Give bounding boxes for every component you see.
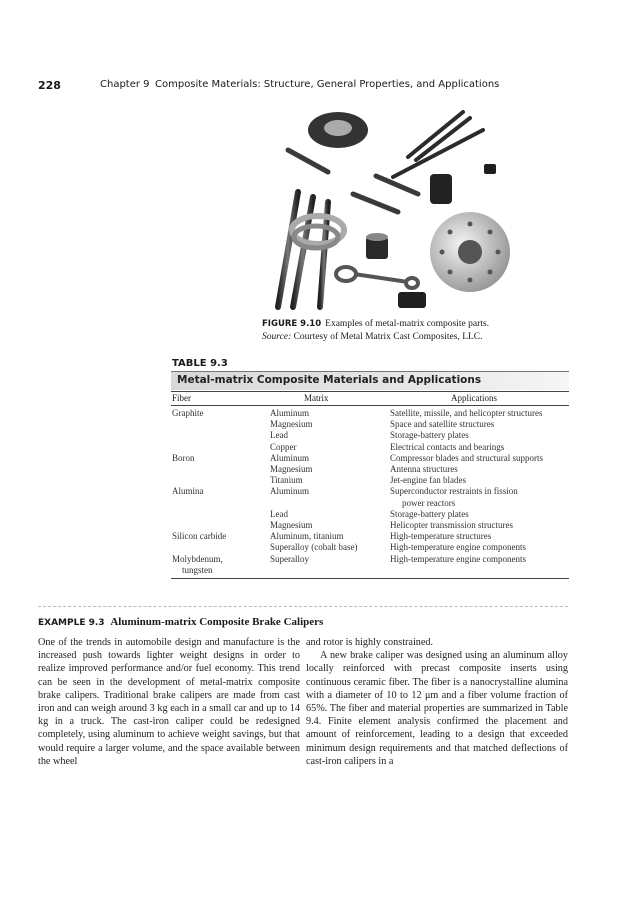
- table-cell-application: Electrical contacts and bearings: [390, 441, 505, 452]
- part-bushing: [366, 233, 388, 259]
- table-cell-matrix: Titanium: [270, 475, 303, 486]
- table-rule-header: [171, 405, 569, 406]
- table-cell-matrix: Aluminum: [270, 452, 310, 463]
- table-title: Metal-matrix Composite Materials and Applications: [177, 374, 482, 386]
- table-cell-fiber: Graphite: [172, 408, 204, 418]
- table-cell-matrix: Aluminum: [270, 408, 310, 418]
- table-cell-matrix: Magnesium: [270, 520, 313, 530]
- example-right-paragraph-1: and rotor is highly constrained.: [306, 637, 434, 648]
- table-cell-fiber: Molybdenum,: [172, 553, 223, 564]
- table-title-bar: [171, 371, 569, 390]
- page-number: 228: [38, 79, 61, 92]
- table-rule-top: [171, 391, 569, 392]
- table-cell-fiber: tungsten: [182, 564, 213, 575]
- example-right-column: [306, 636, 568, 768]
- table-cell-matrix: Copper: [270, 441, 297, 452]
- part-brake-disk: [430, 212, 510, 292]
- part-rings: [292, 216, 344, 248]
- table-cell-application: Helicopter transmission structures: [390, 520, 513, 530]
- chapter-title: Composite Materials: Structure, General Properties, and Applications: [155, 79, 500, 90]
- example-heading: [38, 616, 323, 628]
- table-cell-fiber: Silicon carbide: [172, 531, 227, 542]
- table-cell-matrix: Aluminum, titanium: [270, 531, 344, 542]
- table-cell-matrix: Lead: [270, 430, 288, 441]
- table-cell-matrix: Magnesium: [270, 464, 313, 474]
- table-cell-application: High-temperature structures: [390, 531, 492, 542]
- example-title: Aluminum-matrix Composite Brake Calipers: [110, 616, 324, 628]
- table-cell-application: Antenna structures: [390, 464, 458, 474]
- figure-photo: [258, 102, 514, 312]
- table-cell-application: Storage-battery plates: [390, 508, 469, 519]
- table-header-matrix: Matrix: [304, 393, 329, 403]
- part-cylinder: [430, 174, 452, 204]
- part-rods: [393, 112, 483, 177]
- part-connecting-rod: [336, 267, 418, 288]
- table-cell-application: Jet-engine fan blades: [390, 475, 466, 486]
- chapter-label: Chapter 9: [100, 79, 150, 90]
- table-cell-matrix: Aluminum: [270, 486, 310, 497]
- table-cell-application: power reactors: [402, 497, 456, 508]
- table-rule-bottom: [171, 578, 569, 579]
- figure-source-label: Source:: [262, 332, 292, 342]
- figure-source-text: Courtesy of Metal Matrix Cast Composites, LLC.: [293, 332, 483, 342]
- table-header-applications: Applications: [451, 393, 497, 403]
- example-label: EXAMPLE 9.3: [38, 618, 105, 628]
- table-cell-matrix: Superalloy: [270, 553, 309, 564]
- figure-label: FIGURE 9.10: [262, 319, 322, 329]
- table-cell-matrix: Magnesium: [270, 419, 313, 430]
- part-rotor: [308, 112, 368, 148]
- example-right-paragraph-2: A new brake caliper was designed using an aluminum alloy locally reinforced with precast composite inserts using continuous ceramic fiber. The fiber is a nanocrystalline alumina with a diameter of 10 to 12 μm and a fiber volume fraction of 65%. The fiber and material properties are summarized in Table 9.4. Finite element analysis confirmed the placement and amount of reinforcement, leading to a design that exceeded minimum design requirements and that matched deflections of cast-iron calipers in a: [306, 650, 568, 767]
- table-cell-application: Space and satellite structures: [390, 419, 495, 430]
- table-cell-application: Compressor blades and structural supports: [390, 452, 543, 463]
- part-levers: [288, 150, 418, 212]
- table-header-fiber: Fiber: [172, 393, 191, 403]
- table-cell-fiber: Alumina: [172, 486, 204, 497]
- table-cell-matrix: Superalloy (cobalt base): [270, 542, 358, 553]
- example-left-column: One of the trends in automobile design and manufacture is the increased push towards lighter weight designs in order to realize improved performance and/or fuel economy. This trend can be seen in the development of metal-matrix composite brake calipers. Traditional brake calipers are made from cast iron and can weigh around 3 kg each in a small car and up to 14 kg in a truck. The cast-iron caliper could be redesigned completely, using aluminum to achieve weight savings, but that would require a larger volume, and the space available between the wheel: [38, 637, 300, 767]
- table-cell-application: High-temperature engine components: [390, 542, 526, 553]
- table-cell-application: Superconductor restraints in fission: [390, 486, 518, 497]
- figure-caption: [262, 318, 562, 344]
- table-cell-application: Storage-battery plates: [390, 430, 469, 441]
- figure-caption-text: Examples of metal-matrix composite parts.: [325, 319, 489, 329]
- example-divider: [38, 606, 568, 607]
- table-cell-application: Satellite, missile, and helicopter structures: [390, 408, 543, 418]
- table-cell-matrix: Lead: [270, 508, 288, 519]
- table-cell-application: High-temperature engine components: [390, 553, 526, 564]
- table-label: TABLE 9.3: [172, 358, 228, 369]
- table-cell-fiber: Boron: [172, 452, 195, 463]
